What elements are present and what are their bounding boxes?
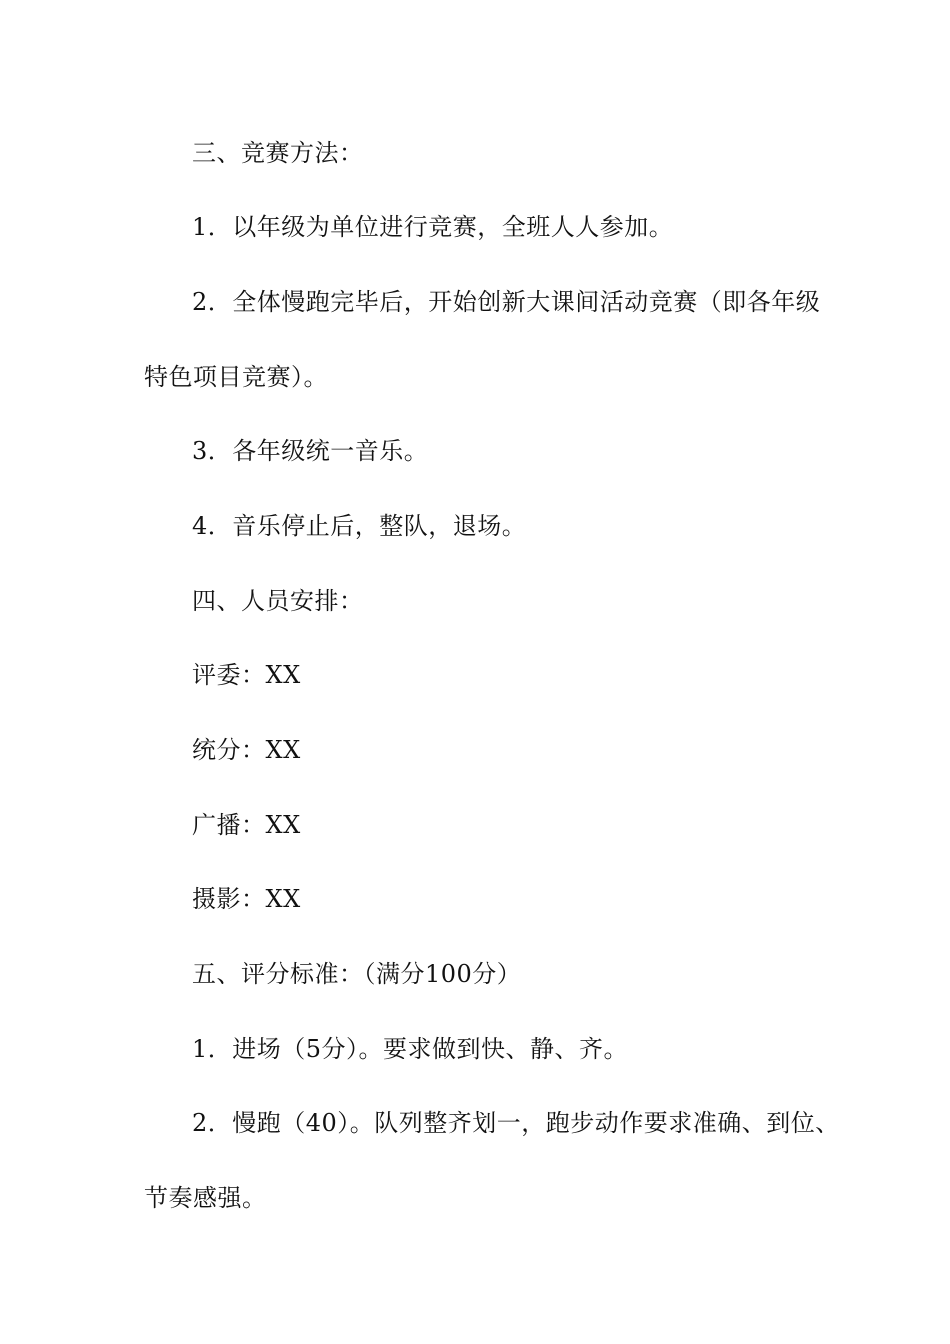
paragraph-continuation-line: 节奏感强。 xyxy=(144,1184,267,1212)
paragraph-line: 2．全体慢跑完毕后，开始创新大课间活动竞赛（即各年级 xyxy=(192,288,821,316)
section-heading-competition-method: 三、竞赛方法： xyxy=(192,139,364,167)
paragraph-line: 3．各年级统一音乐。 xyxy=(192,437,429,465)
section-heading-scoring-criteria: 五、评分标准：（满分100分） xyxy=(192,960,522,988)
paragraph-line: 4．音乐停止后，整队，退场。 xyxy=(192,512,527,540)
paragraph-line: 1．以年级为单位进行竞赛，全班人人参加。 xyxy=(192,213,674,241)
staff-photography-line: 摄影：XX xyxy=(192,885,301,913)
section-heading-staff-arrangement: 四、人员安排： xyxy=(192,587,364,615)
paragraph-line: 2．慢跑（40）。队列整齐划一，跑步动作要求准确、到位、 xyxy=(192,1109,840,1137)
paragraph-continuation-line: 特色项目竞赛）。 xyxy=(144,363,328,391)
paragraph-line: 1．进场（5分）。要求做到快、静、齐。 xyxy=(192,1035,629,1063)
staff-judges-line: 评委：XX xyxy=(192,661,301,689)
staff-broadcast-line: 广播：XX xyxy=(192,811,301,839)
staff-scoring-line: 统分：XX xyxy=(192,736,301,764)
